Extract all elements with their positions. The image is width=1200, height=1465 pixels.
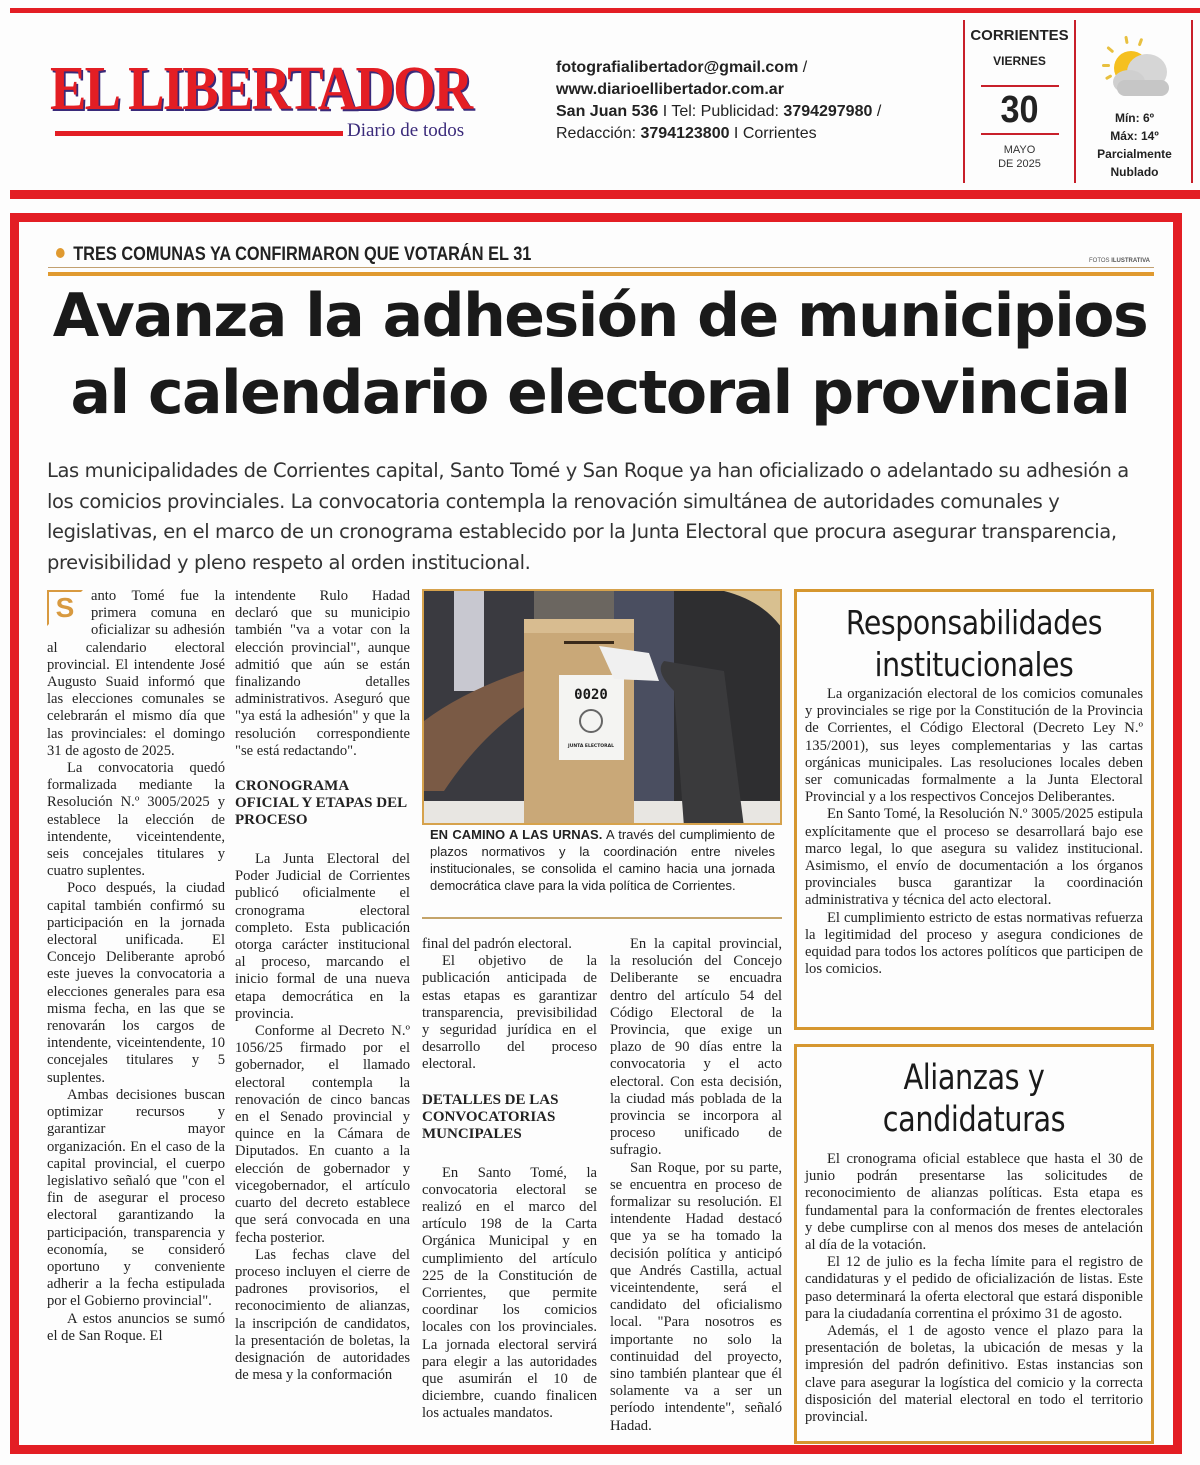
photo-credit: [1089, 258, 1150, 264]
top-rule: [10, 8, 1200, 13]
sidebar-title-line-1: Responsabilidades: [845, 603, 1103, 642]
date-month: MAYO: [1003, 144, 1036, 156]
weather-min: Mín: 6º: [1114, 111, 1155, 125]
article-column-2: [235, 588, 410, 1384]
paragraph: En la capital provincial, la resolución del Concejo Deliberante se encuadra dentro del artículo 54 del Código Electoral de la Provincia, que exige un plazo de 90 días entre la convocatoria y el acto electoral. Con esta decisión, la ciudad más poblada de la provincia se incorpora al proceso unificado de sufragio.: [610, 936, 782, 1159]
ballot-box-image: [424, 591, 782, 825]
date-divider: [981, 133, 1059, 135]
headline-line-1: Avanza la adhesión de municipios: [52, 281, 1148, 351]
subheading-detalles: DETALLES DE LAS CONVOCATORIAS MUNCIPALES: [422, 1091, 559, 1142]
sidebar-responsabilidades: [794, 589, 1154, 1030]
paragraph: San Roque, por su parte, se encuentra en proceso de formalizar su resolución. El intendente Hadad destacó que ya se ha tomado la decisión política y anticipó que Andrés Castilla, actual viceintendente, será el candidato del oficialismo local. "Para nosotros es importante no solo la continuidad del proyecto, sino también plantear que él solamente va a ser un período intendente", señaló Hadad.: [610, 1159, 782, 1434]
contact-info: [556, 57, 881, 145]
article-column-4: [610, 936, 782, 1435]
separator: /: [872, 103, 882, 120]
caption-title: EN CAMINO A LAS URNAS.: [430, 827, 603, 842]
ballot-number: 0020: [574, 687, 608, 703]
logo-title: EL LIBERTADOR: [50, 55, 472, 123]
dropcap: S: [47, 590, 83, 626]
subheading-cronograma: CRONOGRAMA OFICIAL Y ETAPAS DEL PROCESO: [235, 778, 407, 829]
ballot-label: JUNTA ELECTORAL: [568, 744, 614, 749]
date-city: CORRIENTES: [970, 27, 1069, 44]
paragraph: La convocatoria quedó formalizada mediante la Resolución N.º 3005/2025 y establece la elección de intendente, viceintendente, seis concejales titulares y cuatro suplentes.: [47, 760, 225, 880]
paragraph: [47, 588, 225, 760]
paragraph: A estos anuncios se sumó el de San Roque. El: [47, 1310, 225, 1344]
paragraph: El 12 de julio es la fecha límite para el registro de candidaturas y el pedido de oficialización de listas. Este paso determinará la oferta electoral que estará disponible para la ciudadanía correntina el próximo 31 de agosto.: [805, 1254, 1143, 1322]
date-year: DE 2025: [998, 158, 1041, 170]
paragraph: final del padrón electoral.: [422, 936, 572, 952]
redaccion-label: Redacción:: [556, 125, 641, 142]
paragraph: El objetivo de la publicación anticipada de estas etapas es garantizar transparencia, previsibilidad y seguridad jurídica en el desarrollo del proceso electoral.: [422, 953, 597, 1073]
date-box: [963, 20, 1076, 183]
headline-line-2: al calendario electoral provincial: [70, 358, 1130, 428]
partly-cloudy-icon: [1095, 34, 1175, 100]
paragraph: Conforme al Decreto N.º 1056/25 firmado por el gobernador, el llamado electoral contempla la renovación de cinco bancas en el Senado provincial y quince en la Cámara de Diputados. En cuanto a la elección de gobernador y vicegobernador, el artículo cuarto del decreto establece que será convocada en una fecha posterior.: [235, 1023, 410, 1246]
paragraph: El cumplimiento estricto de estas normativas refuerza la legitimidad del proceso y asegura condiciones de equidad para todos los actores políticos que participen de los comicios.: [805, 909, 1143, 978]
photo-credit-label: FOTOS: [1088, 258, 1110, 264]
caption-rule: [422, 917, 782, 919]
paragraph: La organización electoral de los comicios comunales y provinciales se rige por la Constitución de la Provincia de Corrientes, el Código Electoral (Decreto Ley N.º 135/2001), sus leyes complementarias y las cartas orgánicas municipales. Las resoluciones locales deben ser comunicadas formalmente a la Junta Electoral Provincial y a los respectivos Concejos Deliberantes.: [805, 686, 1143, 806]
weather-condition-2: Nublado: [1110, 165, 1159, 179]
contact-website[interactable]: www.diarioellibertador.com.ar: [556, 81, 784, 98]
lead-paragraph: Las municipalidades de Corrientes capital, Santo Tomé y San Roque ya han oficializado o adelantado su adhesión a los comicios provinciales. La convocatoria contempla la renovación simultánea de autoridades comunales y legislativas, en el marco de un cronograma establecido por la Junta Electoral que procura asegurar transparencia, previsibilidad y pleno respeto al orden institucional.: [47, 459, 1129, 574]
separator: /: [798, 59, 808, 76]
paragraph: Ambas decisiones buscan optimizar recursos y garantizar mayor organización. En el caso de la capital provincial, el cuerpo legislativo señaló que "con el fin de asegurar el proceso electoral garantizando la participación, transparencia y economía, se consideró oportuno y conveniente adherir a la fecha estipulada por el Gobierno provincial".: [47, 1086, 225, 1310]
sidebar-body: [797, 1151, 1151, 1426]
article-column-3: [422, 936, 597, 1423]
kicker-rule: [48, 267, 1154, 268]
logo-subtitle: Diario de todos: [347, 120, 465, 141]
contact-email[interactable]: fotografialibertador@gmail.com: [556, 59, 799, 76]
paragraph: Las fechas clave del proceso incluyen el cierre de padrones provisorios, el reconocimiento de alianzas, la inscripción de candidatos, la presentación de boletas, la designación de autoridades de mesa y la conformación: [235, 1246, 410, 1384]
tel-publicidad: 3794297980: [783, 103, 873, 120]
sidebar-body: [797, 686, 1151, 978]
weather-max: Máx: 14º: [1110, 129, 1159, 143]
newspaper-logo: [50, 55, 472, 123]
paragraph-text: anto Tomé fue la primera comuna en oficializar su adhesión al calendario electoral provincial. El intendente José Augusto Suaid informó que las elecciones comunales se celebrarán el mismo día que las provinciales: el domingo 31 de agosto de 2025.: [47, 588, 225, 759]
sidebar-title-line-2: institucionales: [874, 645, 1074, 684]
bullet-icon: [56, 248, 65, 258]
paragraph: Poco después, la ciudad capital también confirmó su participación en la jornada electoral unificada. El Concejo Deliberante aprobó este jueves la convocatoria a elecciones generales para esa misma fecha, en las que se renovarán los cargos de intendente, viceintendente, 10 concejales titulares y 5 suplentes.: [47, 880, 225, 1086]
paragraph: intendente Rulo Hadad declaró que su municipio también "va a votar con la elección provincial", aunque admitió que aún se están finalizando detalles administrativos. Aseguró que "ya está la adhesión" y que la resolución correspondiente "se está redactando".: [235, 588, 410, 759]
masthead-rule: [10, 190, 1200, 199]
date-weekday: VIERNES: [993, 54, 1046, 68]
paragraph: En Santo Tomé, la Resolución N.º 3005/2025 estipula explícitamente que el proceso se desarrollará bajo ese marco legal, lo que asegura su validez institucional. Asimismo, el envío de documentación a los órganos provinciales busca garantizar la coordinación administrativa y técnica del acto electoral.: [805, 806, 1143, 909]
sidebar-title: Alianzas y candidaturas: [882, 1058, 1066, 1140]
paragraph: Además, el 1 de agosto vence el plazo para la presentación de boletas, la ubicación de mesas y la impresión del padrón definitivo. Estas instancias son clave para asegurar la logística del comicio y la correcta disposición del material electoral en todo el territorio provincial.: [805, 1323, 1143, 1426]
weather-condition: Parcialmente: [1097, 147, 1172, 161]
article-column-1: [47, 588, 225, 1345]
tel-label: I Tel: Publicidad:: [658, 103, 784, 120]
sidebar-alianzas: [794, 1044, 1154, 1444]
kicker-text: TRES COMUNAS YA CONFIRMARON QUE VOTARÁN EL 31: [73, 244, 532, 265]
paragraph: El cronograma oficial establece que hasta el 30 de junio podrán presentarse las solicitudes de reconocimiento de alianzas políticas. Esta etapa es fundamental para la conformación de frentes electorales y debe cumplirse con al menos dos meses de antelación al día de la votación.: [805, 1151, 1143, 1254]
tel-redaccion: 3794123800: [640, 125, 730, 142]
date-day: 30: [1000, 89, 1039, 131]
kicker-rule-gold: [48, 272, 1154, 276]
sidebar-title: [822, 602, 1126, 686]
paragraph: En Santo Tomé, la convocatoria electoral se realizó en el marco del artículo 198 de la Carta Orgánica Municipal y en cumplimiento del artículo 225 de la Constitución de Corrientes, que permite coordinar los comicios locales con los provinciales. La jornada electoral servirá para elegir a las autoridades que asumirán el 10 de diciembre, cuando finalicen los actuales mandatos.: [422, 1164, 597, 1422]
weather-box: [1078, 20, 1193, 183]
city-suffix: I Corrientes: [729, 125, 817, 142]
ballot-box-photo: [422, 589, 782, 825]
paragraph: La Junta Electoral del Poder Judicial de Corrientes publicó oficialmente el cronograma electoral completo. Esta publicación otorga carácter institucional al proceso, marcando el inicio formal de una nueva etapa democrática en la provincia.: [235, 851, 410, 1022]
logo-underline: [55, 131, 343, 136]
photo-credit-value: ILUSTRATIVA: [1111, 258, 1150, 264]
photo-caption: [430, 826, 775, 894]
kicker: [56, 244, 531, 266]
caption-text: A través del cumplimiento de plazos normativos y la coordinación entre niveles institucionales, se consolida el camino hacia una jornada democrática clave para la vida política de Corrientes.: [430, 827, 776, 893]
headline: [40, 278, 1160, 432]
contact-address: San Juan 536: [556, 103, 659, 120]
